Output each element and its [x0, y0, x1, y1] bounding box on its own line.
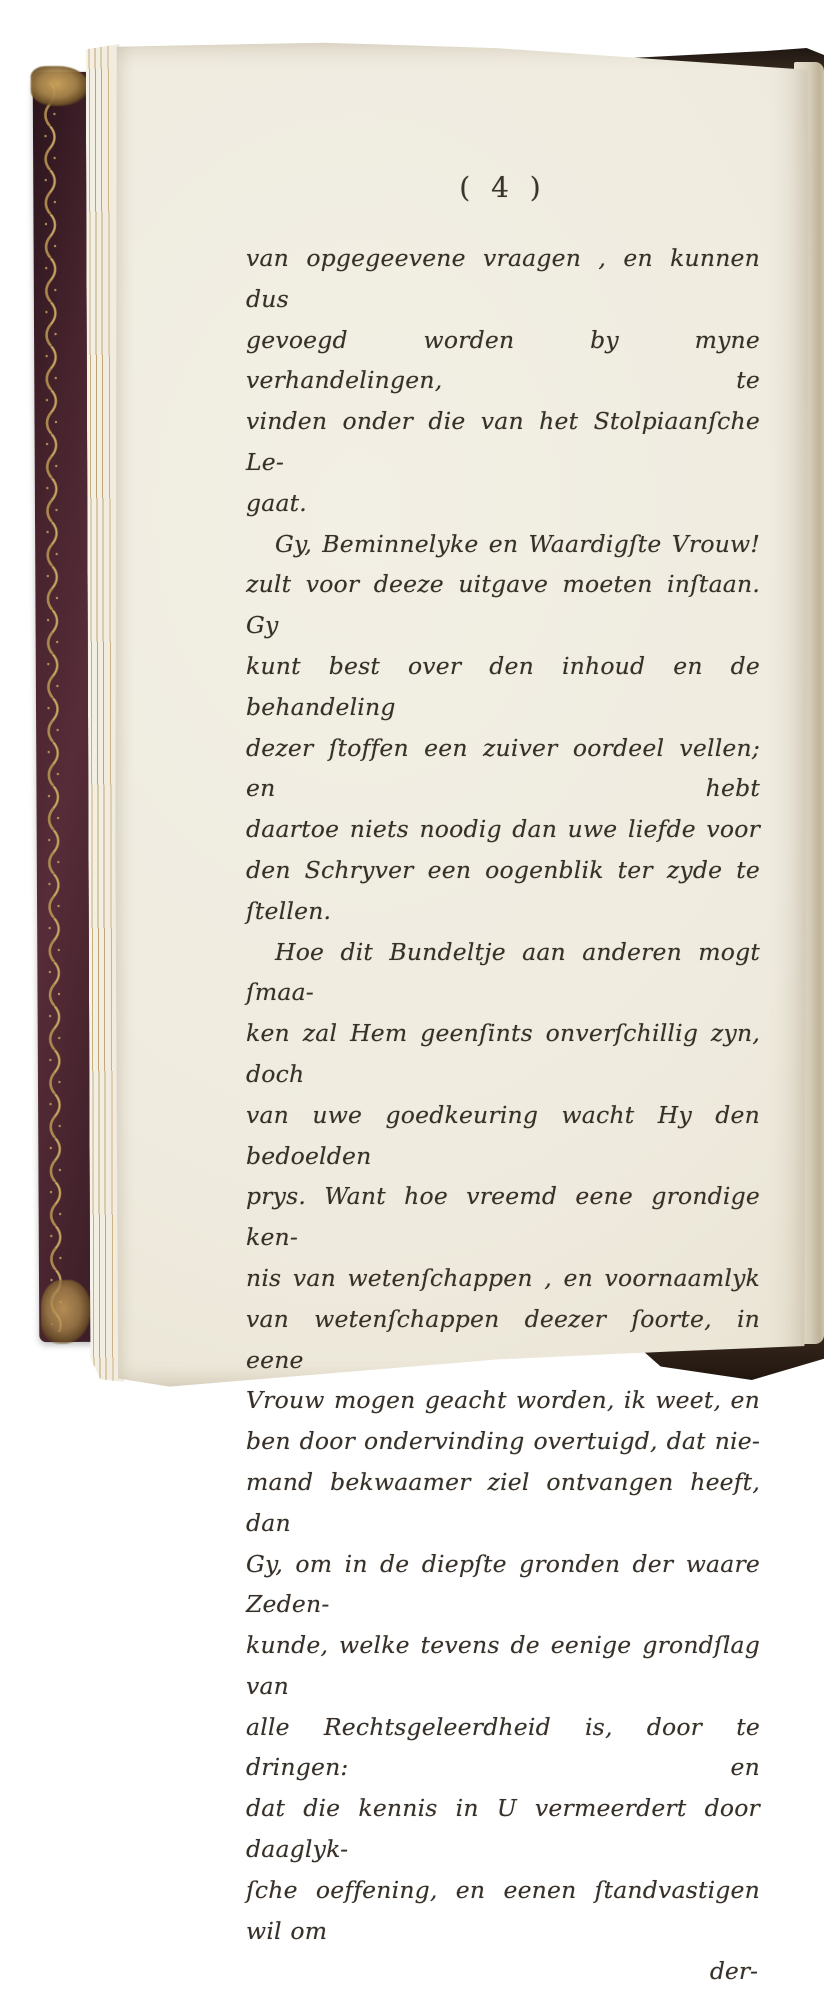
text-line: ſche oeffening, en eenen ſtandvastigen wil om	[246, 1875, 760, 1945]
text-line: gevoegd worden by myne verhandelingen, te	[246, 325, 760, 395]
text-line: zult voor deeze uitgave moeten inſtaan. Gy	[246, 570, 760, 640]
gilt-corner-ornament-bottom	[41, 1280, 91, 1344]
text-line: Vrouw mogen geacht worden, ik weet, en	[246, 1386, 760, 1415]
text-line: daartoe niets noodig dan uwe liefde voor	[246, 815, 760, 844]
text-line: ken zal Hem geenſints onverſchillig zyn, doch	[246, 1019, 760, 1088]
text-line: van wetenſchappen deezer ſoorte, in eene	[246, 1304, 760, 1374]
text-line: prys. Want hoe vreemd eene grondige ken-	[246, 1182, 760, 1252]
text-line: kunt best over den inhoud en de behandeling	[246, 651, 760, 721]
gilt-tooling-line	[40, 82, 67, 1332]
text-line: ben door ondervinding overtuigd, dat nie-	[246, 1427, 760, 1456]
text-lines	[246, 238, 760, 1951]
text-line: nis van wetenſchappen , en voornaamlyk	[246, 1263, 760, 1292]
text-line: dezer ſtoffen een zuiver oordeel vellen; en hebt	[246, 733, 760, 803]
text-line: Hoe dit Bundeltje aan anderen mogt ſmaa-	[246, 937, 760, 1007]
text-line: dat die kennis in U vermeerdert door daaglyk-	[246, 1794, 760, 1864]
printed-text-block	[246, 166, 760, 1992]
text-line: den Schryver een oogenblik ter zyde te ſtellen.	[246, 855, 760, 925]
text-line: Gy, om in de diepſte gronden der waare Zeden-	[246, 1549, 760, 1619]
page-number: ( 4 )	[459, 171, 547, 204]
text-line: mand bekwaamer ziel ontvangen heeft, dan	[246, 1467, 760, 1537]
catchword: der-	[709, 1957, 758, 1986]
text-line: van uwe goedkeuring wacht Hy den bedoelden	[246, 1100, 760, 1170]
gilt-corner-ornament-top	[31, 66, 89, 106]
text-line: vinden onder die van het Stolpiaanſche Le-	[246, 407, 760, 476]
text-line: kunde, welke tevens de eenige grondſlag van	[246, 1631, 760, 1700]
text-line: alle Rechtsgeleerdheid is, door te dringen: en	[246, 1712, 760, 1782]
text-line: Gy, Beminnelyke en Waardigſte Vrouw!	[275, 529, 760, 558]
text-line: gaat.	[246, 488, 307, 517]
text-line: van opgegeevene vraagen , en kunnen dus	[246, 244, 760, 313]
